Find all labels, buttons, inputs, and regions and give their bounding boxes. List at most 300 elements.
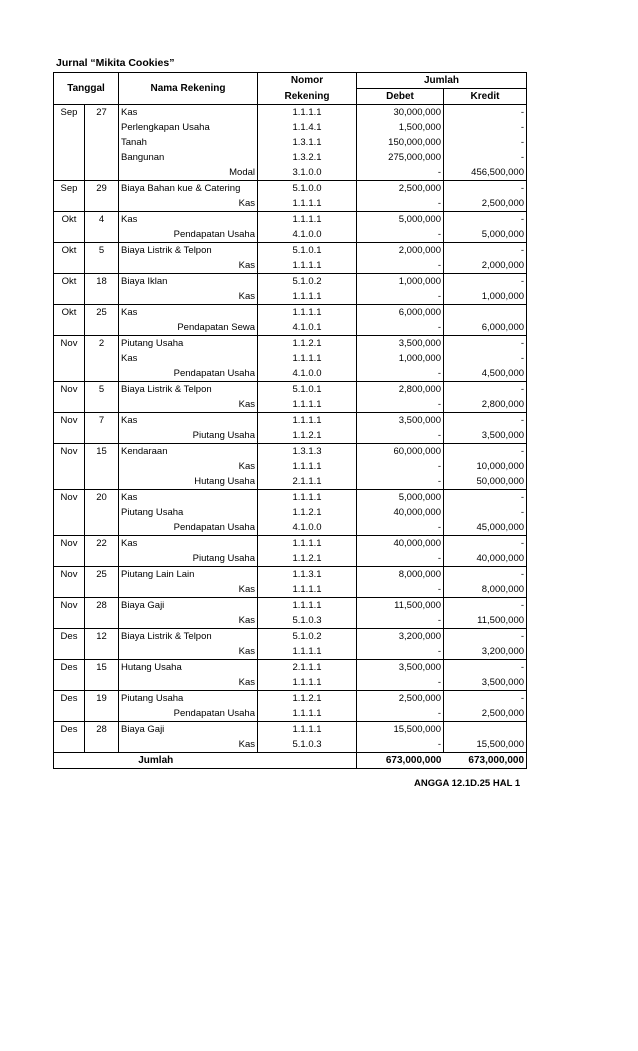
kredit-cell: -: [520, 338, 525, 349]
header-nomor: Nomor: [258, 73, 357, 89]
total-label: Jumlah: [138, 755, 174, 766]
month-cell: Nov: [54, 490, 85, 506]
journal-row: [54, 444, 527, 460]
journal-row: [54, 737, 527, 753]
kredit-cell: 1,000,000: [444, 289, 527, 305]
debet-cell: -: [357, 675, 444, 691]
debet-cell: 60,000,000: [357, 444, 444, 460]
journal-row: [54, 366, 527, 382]
account-name-cell: Kas: [119, 413, 258, 429]
account-number-cell: 1.3.1.1: [258, 135, 357, 150]
debet-cell: -: [357, 459, 444, 474]
account-number-cell: 4.1.0.0: [258, 520, 357, 536]
day-cell: 25: [85, 305, 119, 321]
account-name-cell: Piutang Lain Lain: [119, 567, 258, 583]
day-cell: 25: [85, 567, 119, 583]
journal-title: Jurnal “Mikita Cookies”: [56, 57, 175, 69]
account-name-cell: Pendapatan Usaha: [119, 706, 258, 722]
journal-row: [54, 413, 527, 429]
month-cell: Nov: [54, 536, 85, 552]
month-cell: [54, 135, 85, 150]
day-cell: 29: [85, 181, 119, 197]
kredit-cell: -: [520, 446, 525, 457]
account-name-cell: Pendapatan Usaha: [119, 227, 258, 243]
header-kredit: Kredit: [444, 89, 527, 105]
month-cell: Nov: [54, 382, 85, 398]
journal-row: [54, 305, 527, 321]
debet-cell: -: [357, 428, 444, 444]
kredit-cell: 4,500,000: [444, 366, 527, 382]
month-cell: [54, 737, 85, 753]
month-cell: Okt: [54, 212, 85, 228]
account-number-cell: 1.1.2.1: [258, 428, 357, 444]
debet-cell: -: [357, 165, 444, 181]
journal-row: [54, 105, 527, 121]
journal-row: [54, 459, 527, 474]
account-name-cell: Biaya Listrik & Telpon: [119, 629, 258, 645]
debet-cell: -: [357, 227, 444, 243]
account-name-cell: Kas: [119, 536, 258, 552]
debet-cell: -: [357, 289, 444, 305]
month-cell: Nov: [54, 336, 85, 352]
kredit-cell: [444, 722, 527, 738]
month-cell: [54, 165, 85, 181]
kredit-cell: -: [520, 507, 525, 518]
kredit-cell: -: [520, 245, 525, 256]
day-cell: [85, 227, 119, 243]
kredit-cell: 40,000,000: [444, 551, 527, 567]
account-number-cell: 1.1.1.1: [258, 459, 357, 474]
debet-cell: -: [357, 258, 444, 274]
debet-cell: 275,000,000: [357, 150, 444, 165]
month-cell: Nov: [54, 444, 85, 460]
account-name-cell: Bangunan: [119, 150, 258, 165]
month-cell: [54, 459, 85, 474]
journal-row: [54, 320, 527, 336]
kredit-cell: -: [520, 214, 525, 225]
month-cell: [54, 366, 85, 382]
debet-cell: 1,000,000: [357, 274, 444, 290]
kredit-cell: -: [520, 492, 525, 503]
kredit-cell: -: [520, 662, 525, 673]
kredit-cell: -: [520, 183, 525, 194]
kredit-cell: 2,000,000: [444, 258, 527, 274]
account-number-cell: 2.1.1.1: [258, 474, 357, 490]
account-number-cell: 5.1.0.3: [258, 613, 357, 629]
journal-row: [54, 706, 527, 722]
day-cell: [85, 135, 119, 150]
journal-row: [54, 582, 527, 598]
month-cell: Sep: [54, 181, 85, 197]
debet-cell: 3,500,000: [357, 413, 444, 429]
journal-row: [54, 150, 527, 165]
day-cell: [85, 289, 119, 305]
debet-cell: 40,000,000: [357, 505, 444, 520]
journal-row: [54, 382, 527, 398]
journal-row: [54, 691, 527, 707]
account-name-cell: Kas: [119, 737, 258, 753]
day-cell: 4: [85, 212, 119, 228]
account-name-cell: Kas: [119, 305, 258, 321]
month-cell: [54, 505, 85, 520]
account-number-cell: 1.1.1.1: [258, 536, 357, 552]
debet-cell: 5,000,000: [357, 490, 444, 506]
account-number-cell: 5.1.0.3: [258, 737, 357, 753]
header-tanggal: Tanggal: [54, 73, 119, 105]
account-name-cell: Kas: [119, 459, 258, 474]
account-name-cell: Piutang Usaha: [119, 691, 258, 707]
month-cell: Nov: [54, 598, 85, 614]
account-number-cell: 1.1.2.1: [258, 336, 357, 352]
journal-row: [54, 135, 527, 150]
month-cell: [54, 520, 85, 536]
day-cell: 22: [85, 536, 119, 552]
account-number-cell: 1.1.1.1: [258, 722, 357, 738]
kredit-cell: -: [520, 152, 525, 163]
total-row: [54, 753, 527, 769]
kredit-cell: -: [520, 107, 525, 118]
account-name-cell: Biaya Gaji: [119, 598, 258, 614]
debet-cell: -: [357, 582, 444, 598]
month-cell: [54, 120, 85, 135]
month-cell: Nov: [54, 567, 85, 583]
kredit-cell: 10,000,000: [476, 461, 525, 472]
header-debet: Debet: [357, 89, 444, 105]
account-number-cell: 5.1.0.2: [258, 629, 357, 645]
day-cell: [85, 196, 119, 212]
day-cell: 20: [85, 490, 119, 506]
debet-cell: 1,500,000: [357, 120, 444, 135]
kredit-cell: -: [520, 276, 525, 287]
journal-row: [54, 505, 527, 520]
debet-cell: -: [357, 196, 444, 212]
account-name-cell: Kas: [119, 289, 258, 305]
journal-row: [54, 258, 527, 274]
kredit-cell: 456,500,000: [444, 165, 527, 181]
day-cell: [85, 366, 119, 382]
kredit-cell: -: [520, 122, 525, 133]
debet-cell: 3,500,000: [357, 660, 444, 676]
day-cell: 2: [85, 336, 119, 352]
debet-cell: -: [357, 644, 444, 660]
account-number-cell: 1.1.1.1: [258, 582, 357, 598]
day-cell: [85, 582, 119, 598]
day-cell: [85, 737, 119, 753]
month-cell: [54, 706, 85, 722]
kredit-cell: -: [520, 538, 525, 549]
journal-row: [54, 536, 527, 552]
journal-row: [54, 274, 527, 290]
journal-row: [54, 227, 527, 243]
account-name-cell: Piutang Usaha: [119, 336, 258, 352]
account-name-cell: Kas: [119, 397, 258, 413]
account-number-cell: 4.1.0.0: [258, 366, 357, 382]
account-number-cell: 1.1.1.1: [258, 351, 357, 366]
day-cell: [85, 520, 119, 536]
month-cell: [54, 613, 85, 629]
kredit-cell: 2,500,000: [444, 706, 527, 722]
journal-row: [54, 675, 527, 691]
account-number-cell: 5.1.0.2: [258, 274, 357, 290]
account-name-cell: Kas: [119, 196, 258, 212]
journal-row: [54, 613, 527, 629]
day-cell: 5: [85, 382, 119, 398]
kredit-cell: 8,000,000: [444, 582, 527, 598]
kredit-cell: [444, 305, 527, 321]
journal-row: [54, 629, 527, 645]
kredit-cell: -: [520, 569, 525, 580]
journal-row: [54, 567, 527, 583]
account-number-cell: 1.1.1.1: [258, 706, 357, 722]
debet-cell: -: [357, 520, 444, 536]
month-cell: Des: [54, 629, 85, 645]
account-number-cell: 1.1.1.1: [258, 397, 357, 413]
debet-cell: -: [357, 474, 444, 490]
day-cell: [85, 474, 119, 490]
journal-row: [54, 660, 527, 676]
month-cell: [54, 397, 85, 413]
account-number-cell: 1.1.1.1: [258, 289, 357, 305]
day-cell: 7: [85, 413, 119, 429]
debet-cell: 2,500,000: [357, 691, 444, 707]
debet-cell: -: [357, 320, 444, 336]
kredit-cell: 15,500,000: [444, 737, 527, 753]
month-cell: [54, 675, 85, 691]
month-cell: Okt: [54, 243, 85, 259]
debet-cell: 3,200,000: [357, 629, 444, 645]
account-number-cell: 1.1.2.1: [258, 691, 357, 707]
account-number-cell: 1.1.1.1: [258, 598, 357, 614]
kredit-cell: -: [520, 137, 525, 148]
debet-cell: 11,500,000: [357, 598, 444, 614]
month-cell: Okt: [54, 274, 85, 290]
account-name-cell: Biaya Iklan: [119, 274, 258, 290]
account-name-cell: Modal: [119, 165, 258, 181]
account-number-cell: 4.1.0.0: [258, 227, 357, 243]
day-cell: [85, 397, 119, 413]
account-number-cell: 1.1.2.1: [258, 505, 357, 520]
kredit-cell: -: [520, 384, 525, 395]
journal-row: [54, 243, 527, 259]
debet-cell: -: [357, 366, 444, 382]
account-number-cell: 1.3.1.3: [258, 444, 357, 460]
account-number-cell: 1.1.1.1: [258, 196, 357, 212]
month-cell: Des: [54, 691, 85, 707]
account-name-cell: Kas: [119, 613, 258, 629]
day-cell: [85, 613, 119, 629]
month-cell: [54, 320, 85, 336]
journal-row: [54, 428, 527, 444]
day-cell: 15: [85, 444, 119, 460]
journal-row: [54, 289, 527, 305]
account-name-cell: Piutang Usaha: [119, 505, 258, 520]
month-cell: [54, 196, 85, 212]
account-name-cell: Hutang Usaha: [119, 474, 258, 490]
account-number-cell: 5.1.0.0: [258, 181, 357, 197]
account-name-cell: Biaya Listrik & Telpon: [119, 382, 258, 398]
journal-row: [54, 212, 527, 228]
month-cell: [54, 150, 85, 165]
debet-cell: -: [357, 551, 444, 567]
kredit-cell: -: [520, 415, 525, 426]
kredit-cell: 2,500,000: [444, 196, 527, 212]
month-cell: Des: [54, 722, 85, 738]
month-cell: Okt: [54, 305, 85, 321]
account-number-cell: 1.1.1.1: [258, 212, 357, 228]
journal-row: [54, 351, 527, 366]
debet-cell: -: [357, 706, 444, 722]
account-number-cell: 5.1.0.1: [258, 382, 357, 398]
kredit-cell: -: [520, 600, 525, 611]
kredit-cell: -: [520, 693, 525, 704]
journal-row: [54, 181, 527, 197]
account-number-cell: 1.1.1.1: [258, 644, 357, 660]
kredit-cell: 45,000,000: [444, 520, 527, 536]
account-name-cell: Kas: [119, 258, 258, 274]
journal-footer: [54, 753, 527, 769]
header-jumlah: Jumlah: [357, 73, 527, 89]
journal-row: [54, 551, 527, 567]
account-name-cell: Biaya Gaji: [119, 722, 258, 738]
debet-cell: 40,000,000: [357, 536, 444, 552]
kredit-cell: 3,500,000: [444, 675, 527, 691]
kredit-cell: 2,800,000: [444, 397, 527, 413]
day-cell: [85, 428, 119, 444]
debet-cell: 8,000,000: [357, 567, 444, 583]
kredit-cell: 6,000,000: [444, 320, 527, 336]
journal-row: [54, 336, 527, 352]
day-cell: [85, 165, 119, 181]
account-number-cell: 1.1.1.1: [258, 258, 357, 274]
journal-table: [53, 72, 527, 769]
account-name-cell: Kas: [119, 105, 258, 121]
debet-cell: 150,000,000: [357, 135, 444, 150]
month-cell: Nov: [54, 413, 85, 429]
total-debet: 673,000,000: [357, 753, 444, 769]
account-name-cell: Kas: [119, 675, 258, 691]
account-name-cell: Piutang Usaha: [119, 551, 258, 567]
debet-cell: -: [357, 613, 444, 629]
month-cell: [54, 474, 85, 490]
day-cell: [85, 675, 119, 691]
day-cell: 27: [85, 105, 119, 121]
day-cell: 15: [85, 660, 119, 676]
day-cell: [85, 505, 119, 520]
journal-row: [54, 474, 527, 490]
debet-cell: 5,000,000: [357, 212, 444, 228]
journal-row: [54, 196, 527, 212]
account-number-cell: 1.1.1.1: [258, 105, 357, 121]
month-cell: Sep: [54, 105, 85, 121]
kredit-cell: -: [520, 631, 525, 642]
month-cell: [54, 428, 85, 444]
kredit-cell: 3,200,000: [444, 644, 527, 660]
debet-cell: 3,500,000: [357, 336, 444, 352]
account-number-cell: 3.1.0.0: [258, 165, 357, 181]
account-number-cell: 1.1.1.1: [258, 305, 357, 321]
account-number-cell: 4.1.0.1: [258, 320, 357, 336]
month-cell: [54, 258, 85, 274]
account-name-cell: Perlengkapan Usaha: [119, 120, 258, 135]
account-number-cell: 1.1.2.1: [258, 551, 357, 567]
header-nama-rekening: Nama Rekening: [119, 73, 258, 105]
account-number-cell: 1.1.1.1: [258, 675, 357, 691]
journal-row: [54, 490, 527, 506]
journal-row: [54, 722, 527, 738]
account-name-cell: Biaya Bahan kue & Catering: [119, 181, 258, 197]
total-kredit: 673,000,000: [468, 755, 525, 766]
account-number-cell: 5.1.0.1: [258, 243, 357, 259]
account-number-cell: 1.1.3.1: [258, 567, 357, 583]
day-cell: 12: [85, 629, 119, 645]
month-cell: [54, 551, 85, 567]
account-name-cell: Kas: [119, 351, 258, 366]
day-cell: 28: [85, 722, 119, 738]
month-cell: [54, 582, 85, 598]
debet-cell: 6,000,000: [357, 305, 444, 321]
kredit-cell: 5,000,000: [444, 227, 527, 243]
day-cell: [85, 351, 119, 366]
journal-body: [54, 105, 527, 753]
day-cell: [85, 706, 119, 722]
kredit-cell: -: [520, 353, 525, 364]
account-name-cell: Pendapatan Usaha: [119, 366, 258, 382]
debet-cell: 15,500,000: [357, 722, 444, 738]
account-name-cell: Kas: [119, 582, 258, 598]
kredit-cell: 11,500,000: [444, 613, 527, 629]
account-name-cell: Pendapatan Usaha: [119, 520, 258, 536]
account-name-cell: Kas: [119, 644, 258, 660]
day-cell: [85, 551, 119, 567]
journal-row: [54, 520, 527, 536]
month-cell: Des: [54, 660, 85, 676]
month-cell: [54, 289, 85, 305]
day-cell: 19: [85, 691, 119, 707]
account-number-cell: 1.1.1.1: [258, 490, 357, 506]
day-cell: [85, 258, 119, 274]
day-cell: 28: [85, 598, 119, 614]
kredit-cell: 50,000,000: [444, 474, 527, 490]
account-name-cell: Kas: [119, 212, 258, 228]
day-cell: [85, 120, 119, 135]
day-cell: [85, 320, 119, 336]
account-name-cell: Biaya Listrik & Telpon: [119, 243, 258, 259]
debet-cell: 30,000,000: [357, 105, 444, 121]
account-name-cell: Hutang Usaha: [119, 660, 258, 676]
journal-row: [54, 397, 527, 413]
day-cell: [85, 644, 119, 660]
account-number-cell: 1.1.1.1: [258, 413, 357, 429]
journal-row: [54, 644, 527, 660]
page-footer: ANGGA 12.1D.25 HAL 1: [414, 778, 521, 789]
month-cell: [54, 644, 85, 660]
debet-cell: 1,000,000: [357, 351, 444, 366]
debet-cell: 2,000,000: [357, 243, 444, 259]
header-rekening: Rekening: [258, 89, 357, 105]
account-number-cell: 1.3.2.1: [258, 150, 357, 165]
month-cell: [54, 351, 85, 366]
day-cell: [85, 150, 119, 165]
debet-cell: 2,500,000: [357, 181, 444, 197]
account-name-cell: Kendaraan: [119, 444, 258, 460]
debet-cell: -: [357, 737, 444, 753]
journal-row: [54, 598, 527, 614]
debet-cell: 2,800,000: [357, 382, 444, 398]
kredit-cell: 3,500,000: [444, 428, 527, 444]
day-cell: [85, 459, 119, 474]
account-name-cell: Pendapatan Sewa: [119, 320, 258, 336]
journal-row: [54, 165, 527, 181]
